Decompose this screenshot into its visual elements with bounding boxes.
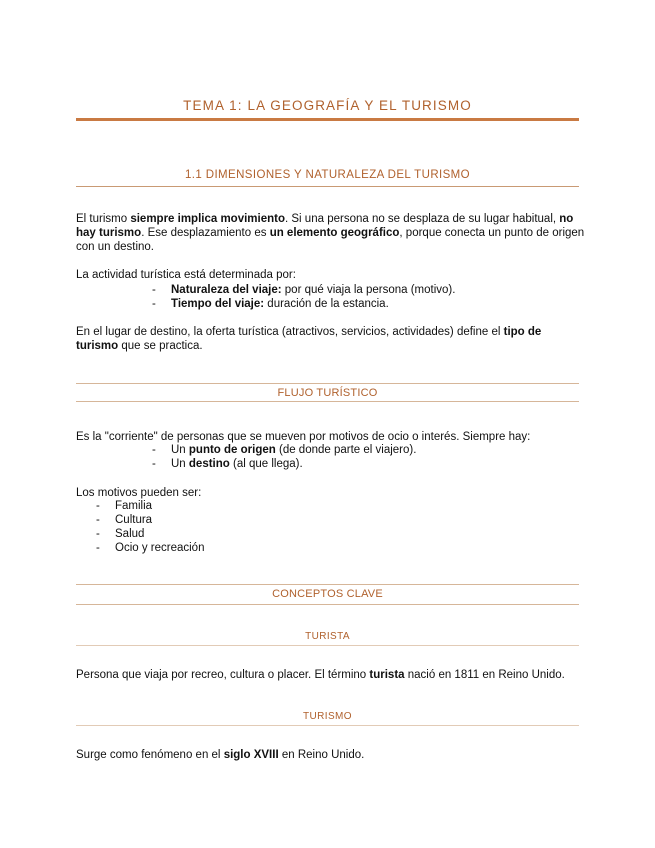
- list-item: - Naturaleza del viaje: por qué viaja la persona (motivo).: [152, 284, 456, 296]
- page-title: TEMA 1: LA GEOGRAFÍA Y EL TURISMO: [183, 98, 472, 113]
- section-heading-flujo: FLUJO TURÍSTICO: [277, 387, 378, 399]
- band-bottom-rule: [76, 604, 579, 605]
- band-bottom-rule: [76, 401, 579, 402]
- subheading-underline: [76, 725, 579, 726]
- subheading-turismo: TURISMO: [303, 711, 352, 722]
- paragraph-turismo: Surge como fenómeno en el siglo XVIII en Reino Unido.: [76, 749, 365, 761]
- section-heading-underline: [76, 186, 579, 187]
- band-top-rule: [76, 584, 579, 585]
- band-top-rule: [76, 383, 579, 384]
- paragraph-actividad-intro: La actividad turística está determinada por:: [76, 269, 296, 281]
- list-item: - Un punto de origen (de donde parte el viajero).: [152, 444, 417, 456]
- paragraph-oferta-turistica: En el lugar de destino, la oferta turística (atractivos, servicios, actividades) define el tipo de turismo que se practica.: [76, 326, 542, 353]
- paragraph-flujo-intro: Es la "corriente" de personas que se mueven por motivos de ocio o interés. Siempre hay:: [76, 431, 531, 443]
- list-item: - Familia: [96, 500, 153, 512]
- paragraph-motivos-intro: Los motivos pueden ser:: [76, 487, 202, 499]
- section-heading-dimensiones: 1.1 DIMENSIONES Y NATURALEZA DEL TURISMO: [184, 169, 471, 181]
- list-item: - Un destino (al que llega).: [152, 458, 303, 470]
- subheading-underline: [76, 645, 579, 646]
- list-item: - Salud: [96, 528, 145, 540]
- subheading-turista: TURISTA: [305, 631, 350, 642]
- list-item: - Tiempo del viaje: duración de la estancia.: [152, 298, 389, 310]
- list-item: - Ocio y recreación: [96, 542, 205, 554]
- paragraph-turismo-movimiento: El turismo siempre implica movimiento. Si una persona no se desplaza de su lugar habitual, no hay turismo. Ese desplazamiento es un elemento geográfico, porque conecta un punto de origen con un destino.: [76, 213, 585, 254]
- title-underline: [76, 118, 579, 121]
- section-heading-conceptos: CONCEPTOS CLAVE: [272, 588, 383, 600]
- list-item: - Cultura: [96, 514, 153, 526]
- paragraph-turista: Persona que viaja por recreo, cultura o placer. El término turista nació en 1811 en Reino Unido.: [76, 669, 565, 681]
